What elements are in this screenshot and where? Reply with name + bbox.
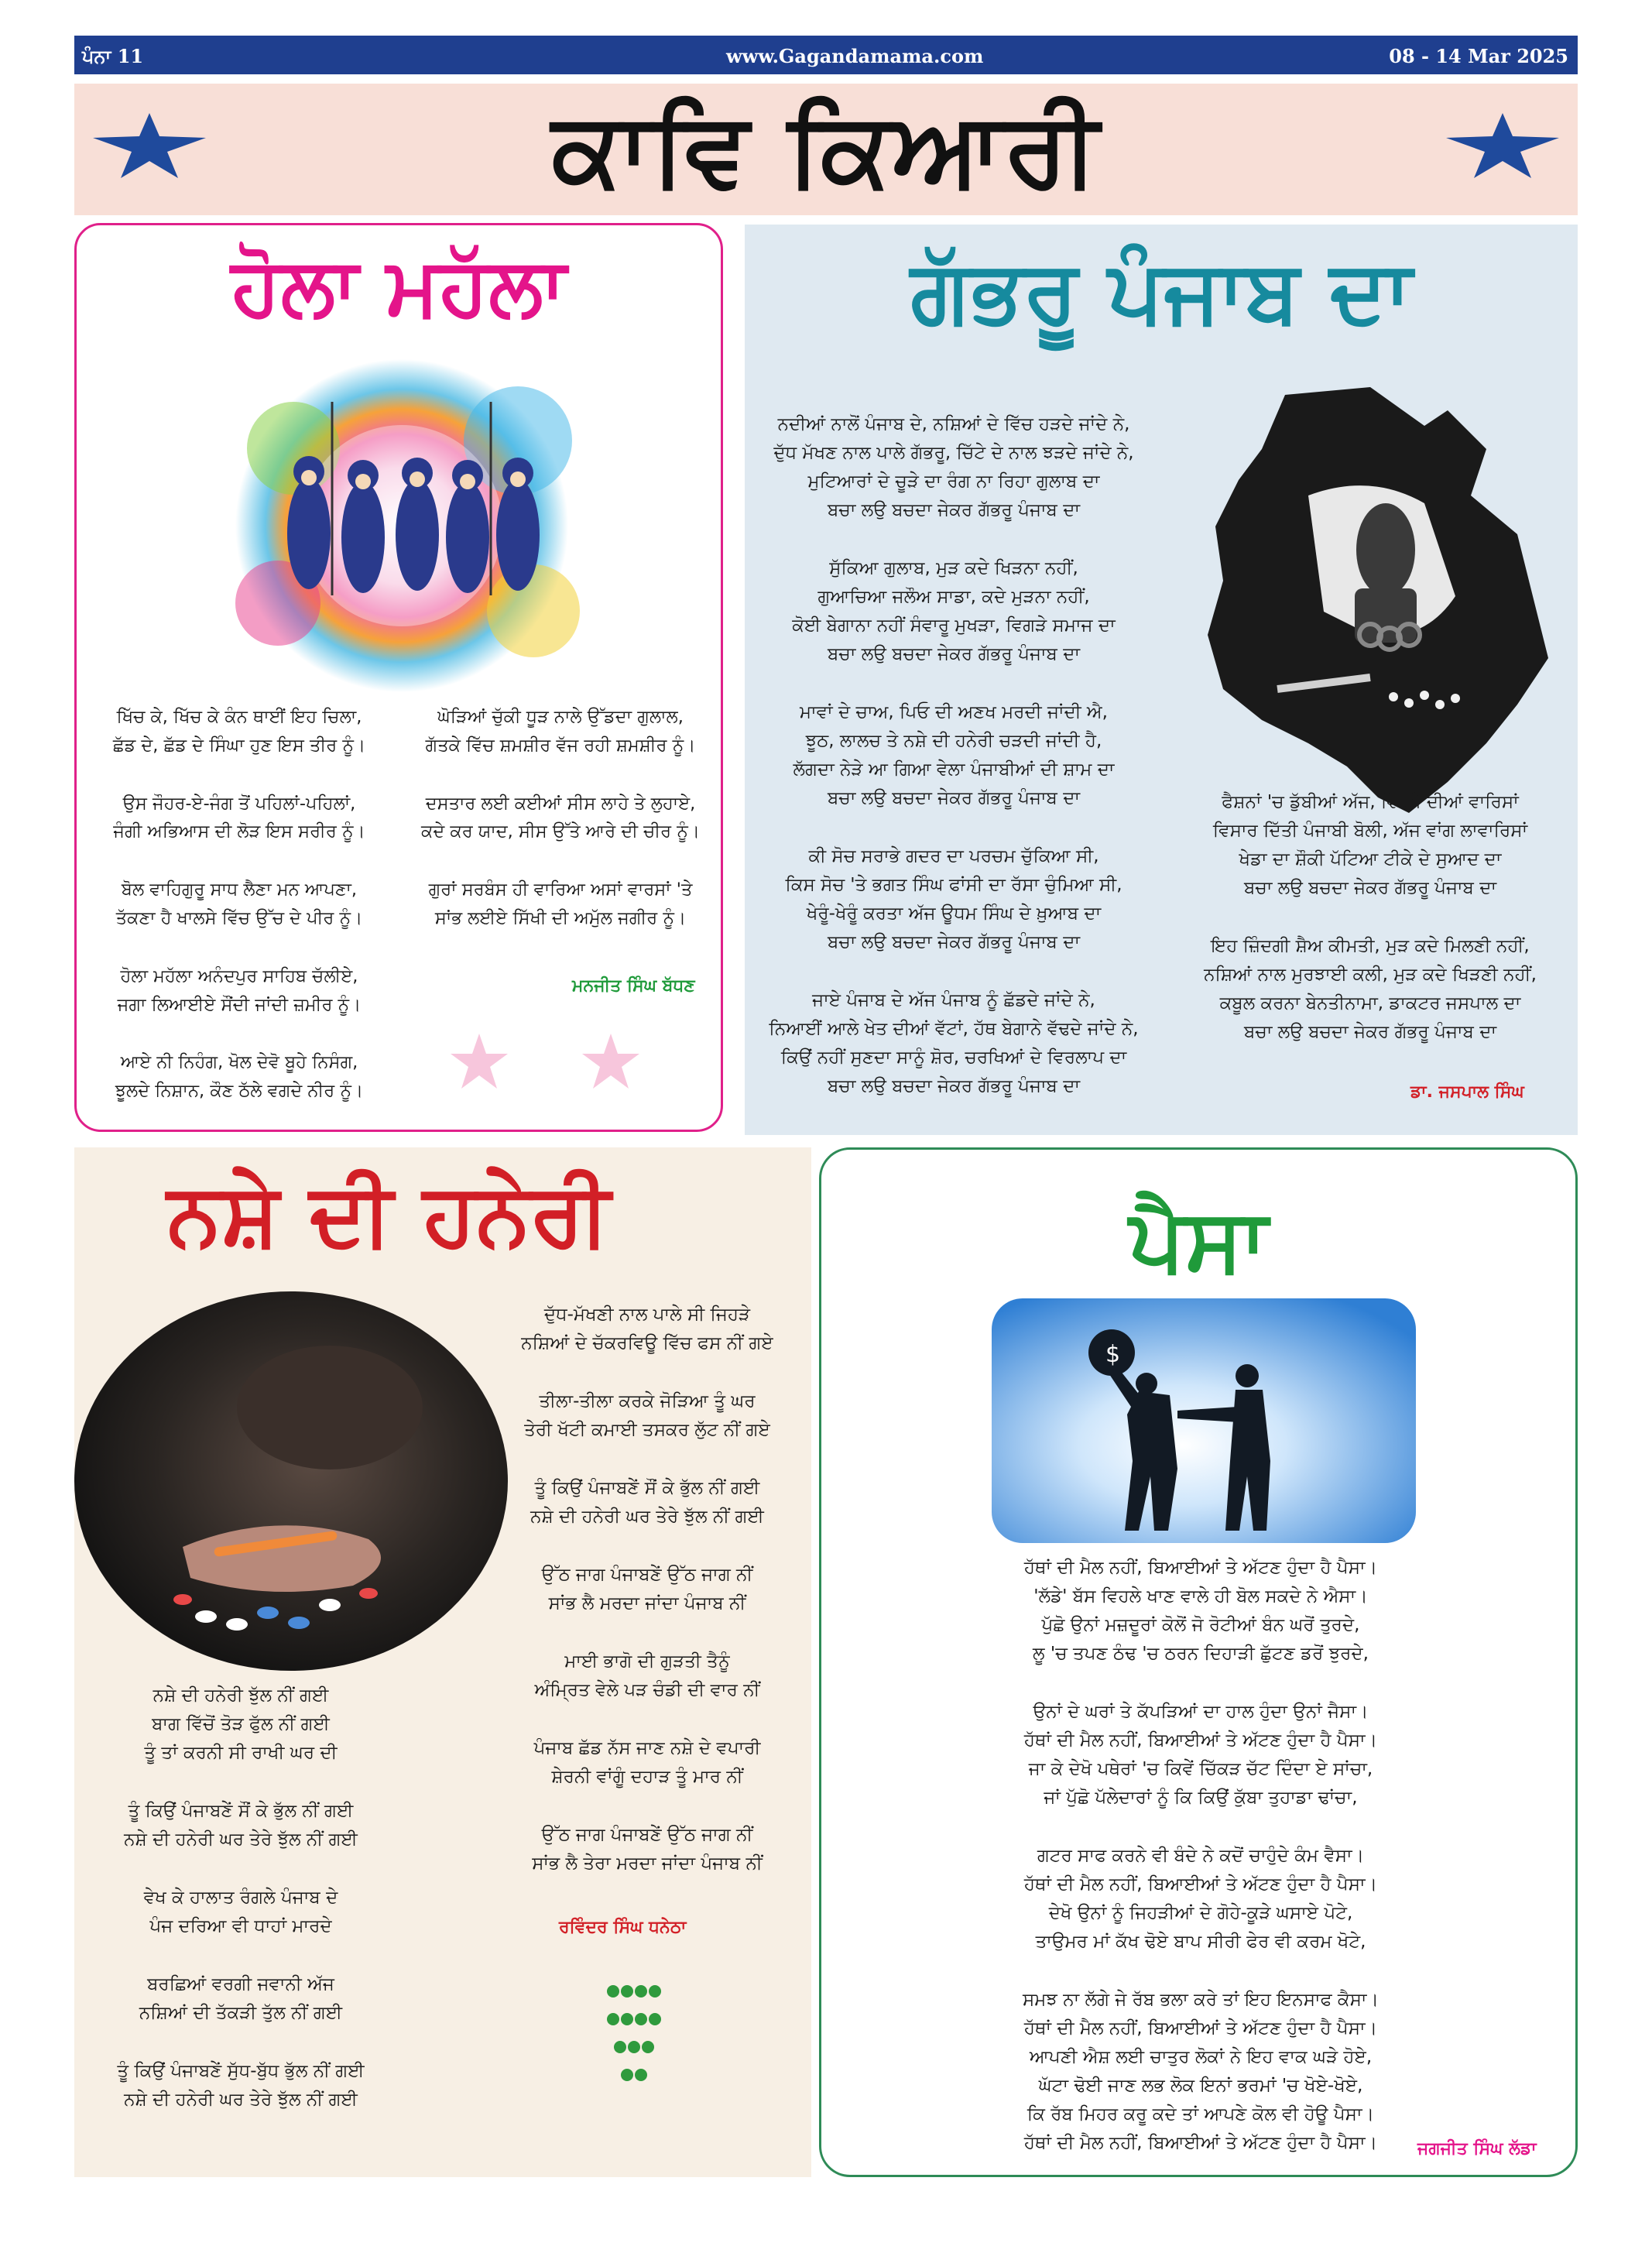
poem-line: ਨਸ਼ੇ ਦੀ ਹਨੇਰੀ ਘਰ ਤੇਰੇ ਝੁੱਲ ਨੀਂ ਗਈ (530, 1507, 764, 1527)
issue-date: 08 - 14 Mar 2025 (1389, 45, 1568, 67)
poem-right-column (1169, 788, 1571, 1076)
poem-line: ਆਏ ਨੀ ਨਿਹੰਗ, ਖੋਲ ਦੇਵੋ ਬੂਹੇ ਨਿਸੰਗ, (120, 1052, 358, 1073)
svg-text:$: $ (1105, 1341, 1121, 1368)
poem-line: ਕੋਈ ਬੇਗਾਨਾ ਨਹੀਂ ਸੰਵਾਰੂ ਮੁਖੜਾ, ਵਿਗੜੇ ਸਮਾਜ ਦਾ (792, 616, 1116, 636)
poem-line: ਸਾਂਭ ਲੈ ਤੇਰਾ ਮਰਦਾ ਜਾਂਦਾ ਪੰਜਾਬ ਨੀਂ (532, 1853, 763, 1874)
stanza (74, 2057, 407, 2114)
poem-line: ਤੱਕਣਾ ਹੈ ਖਾਲਸੇ ਵਿੱਚ ਉੱਚ ਦੇ ਪੀਰ ਨੂੰ। (115, 907, 363, 928)
poem-line: ਨਸ਼ੇ ਦੀ ਹਨੇਰੀ ਘਰ ਤੇਰੇ ਝੁੱਲ ਨੀਂ ਗਈ (124, 2090, 358, 2110)
leaf-icon (635, 1985, 647, 1998)
poem-line: ਮਾਵਾਂ ਦੇ ਚਾਅ, ਪਿਓ ਦੀ ਅਣਖ ਮਰਦੀ ਜਾਂਦੀ ਐ, (800, 702, 1108, 722)
leaf-icon (607, 2013, 619, 2025)
poem-line: ਜਾਂ ਪੁੱਛੋ ਪੱਲੇਦਾਰਾਂ ਨੂੰ ਕਿ ਕਿਉਂ ਕੁੱਬਾ ਤੁਹਾਡਾ ਢਾਂਚਾ, (1044, 1788, 1358, 1808)
overdose-hand-illustration (74, 1291, 508, 1671)
poem-left-column (77, 703, 402, 1135)
stanza (74, 1970, 407, 2028)
poem-line: ਬਚਾ ਲਉ ਬਚਦਾ ਜੇਕਰ ਗੱਭਰੂ ਪੰਜਾਬ ਦਾ (827, 932, 1081, 952)
stanza (837, 1554, 1565, 1668)
stanza (837, 1698, 1565, 1812)
money-struggle-illustration (992, 1298, 1416, 1543)
page-title: ਕਾਵਿ ਕਿਆਰੀ (551, 90, 1101, 209)
poem-panel-gabhru-punjab-da (745, 225, 1578, 1135)
poem-line: ਪੁੱਛੋ ਉਨਾਂ ਮਜ਼ਦੂਰਾਂ ਕੋਲੋਂ ਜੋ ਰੋਟੀਆਂ ਬੰਨ ਘਰੋਂ ਤੁਰਦੇ, (1041, 1615, 1360, 1635)
leaf-icon (607, 1985, 619, 1998)
poem-line: ਇਹ ਜ਼ਿੰਦਗੀ ਸ਼ੈਅ ਕੀਮਤੀ, ਮੁੜ ਕਦੇ ਮਿਲਣੀ ਨਹੀਂ, (1211, 936, 1530, 956)
stanza (837, 1842, 1565, 1956)
poem-line: ਉਨਾਂ ਦੇ ਘਰਾਂ ਤੇ ਕੱਪੜਿਆਂ ਦਾ ਹਾਲ ਹੁੰਦਾ ਉਨਾਂ ਜੈਸਾ। (1033, 1702, 1369, 1722)
poem-left-column (74, 1682, 407, 2144)
poem-line: ਬਚਾ ਲਉ ਬਚਦਾ ਜੇਕਰ ਗੱਭਰੂ ਪੰਜਾਬ ਦਾ (827, 500, 1081, 520)
star-icon (580, 1030, 642, 1092)
stanza (77, 876, 402, 933)
stanza (402, 790, 719, 847)
poem-line: ਬਚਾ ਲਉ ਬਚਦਾ ਜੇਕਰ ਗੱਭਰੂ ਪੰਜਾਬ ਦਾ (1243, 878, 1497, 898)
stanza (1169, 788, 1571, 903)
poem-line: ਸ਼ੇਰਨੀ ਵਾਂਗੂੰ ਦਹਾੜ ਤੂੰ ਮਾਰ ਨੀਂ (551, 1767, 743, 1787)
stanza (837, 1986, 1565, 2158)
poem-line: ਪੰਜਾਬ ਛੱਡ ਨੱਸ ਜਾਣ ਨਸ਼ੇ ਦੇ ਵਪਾਰੀ (533, 1738, 761, 1758)
poem-line: ਬਚਾ ਲਉ ਬਚਦਾ ਜੇਕਰ ਗੱਭਰੂ ਪੰਜਾਬ ਦਾ (827, 644, 1081, 664)
poem-line: ਨਸ਼ਿਆਂ ਦੀ ਤੱਕੜੀ ਤੁੱਲ ਨੀਂ ਗਈ (139, 2003, 343, 2023)
star-icon (448, 1030, 510, 1092)
poem-line: ਲੂ 'ਚ ਤਪਣ ਠੰਢ 'ਚ ਠਰਨ ਦਿਹਾੜੀ ਛੁੱਟਣ ਡਰੋਂ ਝੁਰਦੇ, (1033, 1644, 1369, 1664)
poem-line: ਲੱਗਦਾ ਨੇੜੇ ਆ ਗਿਆ ਵੇਲਾ ਪੰਜਾਬੀਆਂ ਦੀ ਸ਼ਾਮ ਦਾ (793, 760, 1115, 780)
poem-author: ਰਵਿੰਦਰ ਸਿੰਘ ਧਨੇਠਾ (559, 1918, 687, 1937)
poem-line: ਤੂੰ ਕਿਉਂ ਪੰਜਾਬਣੇਂ ਸੌਂ ਕੇ ਭੁੱਲ ਨੀਂ ਗਈ (534, 1478, 760, 1498)
stanza (745, 554, 1163, 669)
poem-line: ਨਿਆਈਂ ਆਲੇ ਖੇਤ ਦੀਆਂ ਵੱਟਾਂ, ਹੱਥ ਬੇਗਾਨੇ ਵੱਢਦੇ ਜਾਂਦੇ ਨੇ, (769, 1019, 1139, 1039)
poem-line: ਦੇਖੋ ਉਨਾਂ ਨੂੰ ਜਿਹੜੀਆਂ ਦੇ ਗੋਹੇ-ਕੂੜੇ ਘਸਾਏ ਪੋਟੇ, (1048, 1903, 1353, 1923)
poem-line: ਨਦੀਆਂ ਨਾਲੋਂ ਪੰਜਾਬ ਦੇ, ਨਸ਼ਿਆਂ ਦੇ ਵਿੱਚ ਹੜਦੇ ਜਾਂਦੇ ਨੇ, (777, 414, 1130, 434)
poem-line: ਨਸ਼ਿਆਂ ਨਾਲ ਮੁਰਝਾਈ ਕਲੀ, ਮੁੜ ਕਦੇ ਖਿੜਣੀ ਨਹੀਂ, (1204, 965, 1537, 985)
poem-title: ਨਸ਼ੇ ਦੀ ਹਨੇਰੀ (167, 1164, 611, 1265)
stanza (74, 1884, 407, 1941)
leaf-icon (614, 2041, 626, 2053)
nihang-singhs-illustration (185, 355, 619, 696)
poem-line: ਮੁਟਿਆਰਾਂ ਦੇ ਚੂੜੇ ਦਾ ਰੰਗ ਨਾ ਰਿਹਾ ਗੁਲਾਬ ਦਾ (807, 472, 1100, 492)
poem-line: ਨਸ਼ੇ ਦੀ ਹਨੇਰੀ ਝੁੱਲ ਨੀਂ ਗਈ (153, 1685, 329, 1706)
poem-line: ਜਗਾ ਲਿਆਈਏ ਸੌਂਦੀ ਜਾਂਦੀ ਜ਼ਮੀਰ ਨੂੰ। (117, 994, 362, 1015)
poem-line: ਬਾਗ ਵਿੱਚੋਂ ਤੋੜ ਫੁੱਲ ਨੀਂ ਗਈ (152, 1714, 330, 1734)
poem-line: ਕਿਸ ਸੋਚ 'ਤੇ ਭਗਤ ਸਿੰਘ ਫਾਂਸੀ ਦਾ ਰੱਸਾ ਚੁੰਮਿਆ ਸੀ, (785, 875, 1122, 895)
stanza (74, 1682, 407, 1768)
poem-line: ਗੱਤਕੇ ਵਿੱਚ ਸ਼ਮਸ਼ੀਰ ਵੱਜ ਰਹੀ ਸ਼ਮਸ਼ੀਰ ਨੂੰ। (425, 735, 696, 756)
stanza (485, 1561, 810, 1618)
poem-line: ਘੋੜਿਆਂ ਚੁੱਕੀ ਧੂੜ ਨਾਲੇ ਉੱਡਦਾ ਗੁਲਾਲ, (437, 707, 684, 727)
poem-body (837, 1554, 1565, 2187)
poem-line: ਬਚਾ ਲਉ ਬਚਦਾ ਜੇਕਰ ਗੱਭਰੂ ਪੰਜਾਬ ਦਾ (1243, 1022, 1497, 1042)
poem-right-column (485, 1301, 810, 1908)
leaf-icon (628, 2041, 640, 2053)
stanza (745, 698, 1163, 813)
leaf-icon (649, 2013, 661, 2025)
poem-line: ਤੂੰ ਕਿਉਂ ਪੰਜਾਬਣੇਂ ਸੁੱਧ-ਬੁੱਧ ਭੁੱਲ ਨੀਂ ਗਈ (117, 2061, 365, 2081)
page-number: ਪੰਨਾ 11 (82, 45, 144, 67)
poem-line: ਮਾਈ ਭਾਗੋ ਦੀ ਗੁੜਤੀ ਤੈਨੂੰ (564, 1651, 730, 1672)
poem-line: ਕਦੇ ਕਰ ਯਾਦ, ਸੀਸ ਉੱਤੇ ਆਰੇ ਦੀ ਚੀਰ ਨੂੰ। (420, 821, 701, 842)
poem-line: ਖਿੱਚ ਕੇ, ਖਿੱਚ ਕੇ ਕੰਨ ਥਾਈਂ ਇਹ ਚਿਲਾ, (116, 707, 362, 727)
poem-line: ਕਬੂਲ ਕਰਨਾ ਬੇਨਤੀਨਾਮਾ, ਡਾਕਟਰ ਜਸਪਾਲ ਦਾ (1219, 993, 1521, 1013)
stanza (745, 410, 1163, 525)
website-link[interactable]: www.Gagandamama.com (726, 45, 984, 67)
leaf-icon (649, 1985, 661, 1998)
poem-line: 'ਲੱਡੇ' ਬੱਸ ਵਿਹਲੇ ਖਾਣ ਵਾਲੇ ਹੀ ਬੋਲ ਸਕਦੇ ਨੇ ਐਸਾ। (1033, 1586, 1368, 1607)
poem-title: ਗੱਭਰੂ ਪੰਜਾਬ ਦਾ (910, 242, 1412, 342)
poem-line: ਦੁੱਧ ਮੱਖਣ ਨਾਲ ਪਾਲੇ ਗੱਭਰੂ, ਚਿੱਟੇ ਦੇ ਨਾਲ ਝੜਦੇ ਜਾਂਦੇ ਨੇ, (773, 443, 1134, 463)
poem-line: ਤੂੰ ਤਾਂ ਕਰਨੀ ਸੀ ਰਾਖੀ ਘਰ ਦੀ (144, 1743, 338, 1763)
stanza (745, 986, 1163, 1101)
poem-line: ਜਾਏ ਪੰਜਾਬ ਦੇ ਅੱਜ ਪੰਜਾਬ ਨੂੰ ਛੱਡਦੇ ਜਾਂਦੇ ਨੇ, (812, 990, 1095, 1010)
poem-line: ਬਰਛਿਆਂ ਵਰਗੀ ਜਵਾਨੀ ਅੱਜ (147, 1974, 334, 1994)
poem-title: ਹੋਲਾ ਮਹੱਲਾ (231, 239, 567, 334)
poem-line: ਗੁਰਾਂ ਸਰਬੰਸ ਹੀ ਵਾਰਿਆ ਅਸਾਂ ਵਾਰਸਾਂ 'ਤੇ (428, 880, 693, 900)
poem-author: ਡਾ. ਜਸਪਾਲ ਸਿੰਘ (1410, 1082, 1524, 1102)
poem-panel-nashe-di-haneri (74, 1147, 811, 2177)
poem-line: ਉੱਠ ਜਾਗ ਪੰਜਾਬਣੇਂ ਉੱਠ ਜਾਗ ਨੀਂ (541, 1565, 753, 1585)
poem-line: ਹੱਥਾਂ ਦੀ ਮੈਲ ਨਹੀਂ, ਬਿਆਈਆਂ ਤੇ ਅੱਟਣ ਹੁੰਦਾ ਹੈ ਪੈਸਾ। (1023, 1558, 1378, 1578)
poem-line: ਜੰਗੀ ਅਭਿਆਸ ਦੀ ਲੋੜ ਇਸ ਸਰੀਰ ਨੂੰ। (113, 821, 365, 842)
poem-line: ਵਿਸਾਰ ਦਿੱਤੀ ਪੰਜਾਬੀ ਬੋਲੀ, ਅੱਜ ਵਾਂਗ ਲਾਵਾਰਿਸਾਂ (1212, 821, 1528, 841)
poem-line: ਤੀਲਾ-ਤੀਲਾ ਕਰਕੇ ਜੋੜਿਆ ਤੂੰ ਘਰ (539, 1391, 756, 1411)
poem-line: ਬਚਾ ਲਉ ਬਚਦਾ ਜੇਕਰ ਗੱਭਰੂ ਪੰਜਾਬ ਦਾ (827, 1076, 1081, 1096)
stanza (485, 1301, 810, 1358)
poem-line: ਤੇਰੀ ਖੱਟੀ ਕਮਾਈ ਤਸਕਰ ਲੁੱਟ ਨੀਂ ਗਏ (524, 1420, 770, 1440)
poem-line: ਝੂਲਦੇ ਨਿਸ਼ਾਨ, ਕੌਣ ਠੱਲੇ ਵਗਦੇ ਨੀਰ ਨੂੰ। (115, 1081, 364, 1102)
poem-line: ਤਾਉਮਰ ਮਾਂ ਕੱਖ ਢੋਏ ਬਾਪ ਸੀਰੀ ਫੇਰ ਵੀ ਕਰਮ ਖੋਟੇ, (1035, 1932, 1366, 1952)
poem-panel-hola-mohalla (74, 223, 723, 1132)
poem-line: ਹੱਥਾਂ ਦੀ ਮੈਲ ਨਹੀਂ, ਬਿਆਈਆਂ ਤੇ ਅੱਟਣ ਹੁੰਦਾ ਹੈ ਪੈਸਾ। (1023, 1874, 1378, 1895)
poem-line: ਦੁੱਧ-ਮੱਖਣੀ ਨਾਲ ਪਾਲੇ ਸੀ ਜਿਹੜੇ (543, 1305, 751, 1325)
poem-line: ਹੱਥਾਂ ਦੀ ਮੈਲ ਨਹੀਂ, ਬਿਆਈਆਂ ਤੇ ਅੱਟਣ ਹੁੰਦਾ ਹੈ ਪੈਸਾ। (1023, 1730, 1378, 1751)
poem-line: ਸਾਂਭ ਲੈ ਮਰਦਾ ਜਾਂਦਾ ਪੰਜਾਬ ਨੀਂ (548, 1593, 746, 1613)
leaf-icon (635, 2013, 647, 2025)
poem-title: ਪੈਸਾ (1129, 1190, 1268, 1291)
poem-line: ਖੇਡਾ ਦਾ ਸ਼ੌਕੀ ਪੱਟਿਆ ਟੀਕੇ ਦੇ ਸੁਆਦ ਦਾ (1239, 849, 1502, 869)
poem-line: ਸਾਂਭ ਲਈਏ ਸਿੱਖੀ ਦੀ ਅਮੁੱਲ ਜਗੀਰ ਨੂੰ। (434, 907, 687, 928)
poem-line: ਆਪਣੀ ਐਸ਼ ਲਈ ਚਾਤੁਰ ਲੋਕਾਂ ਨੇ ਇਹ ਵਾਕ ਘੜੇ ਹੋਏ, (1029, 2047, 1373, 2067)
poem-left-column (745, 410, 1163, 1130)
poem-line: ਫੈਸ਼ਨਾਂ 'ਚ ਡੁੱਬੀਆਂ ਅੱਜ, ਵਿਰਸੇ ਦੀਆਂ ਵਾਰਿਸਾਂ (1222, 792, 1519, 812)
poem-line: ਗਟਰ ਸਾਫ ਕਰਨੇ ਵੀ ਬੰਦੇ ਨੇ ਕਦੋਂ ਚਾਹੁੰਦੇ ਕੰਮ ਵੈਸਾ। (1037, 1846, 1365, 1866)
poem-panel-paisa (819, 1147, 1578, 2177)
stanza (77, 1048, 402, 1106)
poem-right-column (402, 703, 719, 962)
poem-line: ਨਸ਼ਿਆਂ ਦੇ ਚੱਕਰਵਿਊ ਵਿੱਚ ਫਸ ਨੀਂ ਗਏ (521, 1333, 773, 1353)
poem-line: ਝੂਠ, ਲਾਲਚ ਤੇ ਨਸ਼ੇ ਦੀ ਹਨੇਰੀ ਚੜਦੀ ਜਾਂਦੀ ਹੈ, (805, 731, 1102, 751)
stanza (402, 703, 719, 760)
poem-line: ਦਸਤਾਰ ਲਈ ਕਈਆਂ ਸੀਸ ਲਾਹੇ ਤੇ ਲੁਹਾਏ, (425, 793, 696, 814)
poem-line: ਛੱਡ ਦੇ, ਛੱਡ ਦੇ ਸਿੰਘਾ ਹੁਣ ਇਸ ਤੀਰ ਨੂੰ। (112, 735, 366, 756)
poem-line: ਹੋਲਾ ਮਹੱਲਾ ਅਨੰਦਪੁਰ ਸਾਹਿਬ ਚੱਲੀਏ, (120, 965, 358, 986)
top-bar (74, 36, 1578, 74)
leaf-icon (642, 2041, 654, 2053)
poem-line: ਘੱਟਾ ਢੋਈ ਜਾਣ ਲਭ ਲੋਕ ਇਨਾਂ ਭਰਮਾਂ 'ਚ ਖੋਏ-ਖੋਏ, (1038, 2076, 1363, 2096)
stanza (77, 790, 402, 847)
poem-author: ਮਨਜੀਤ ਸਿੰਘ ਬੱਧਣ (572, 976, 695, 996)
stanza (485, 1474, 810, 1531)
poem-line: ਪੰਜ ਦਰਿਆ ਵੀ ਧਾਹਾਂ ਮਾਰਦੇ (149, 1916, 332, 1936)
stanza (77, 703, 402, 760)
poem-line: ਉੱਠ ਜਾਗ ਪੰਜਾਬਣੇਂ ਉੱਠ ਜਾਗ ਨੀਂ (541, 1825, 753, 1845)
poem-author: ਜਗਜੀਤ ਸਿੰਘ ਲੱਡਾ (1417, 2139, 1537, 2159)
poem-line: ਅੰਮ੍ਰਿਤ ਵੇਲੇ ਪੜ ਚੰਡੀ ਦੀ ਵਾਰ ਨੀਂ (534, 1680, 760, 1700)
stanza (74, 1797, 407, 1854)
poem-line: ਸਮਝ ਨਾ ਲੱਗੇ ਜੇ ਰੱਬ ਭਲਾ ਕਰੇ ਤਾਂ ਇਹ ਇਨਸਾਫ ਕੈਸਾ। (1022, 1990, 1380, 2010)
poem-line: ਕਿ ਰੱਬ ਮਿਹਰ ਕਰੂ ਕਦੇ ਤਾਂ ਆਪਣੇ ਕੋਲ ਵੀ ਹੋਊ ਪੈਸਾ। (1027, 2104, 1375, 2124)
poem-line: ਹੱਥਾਂ ਦੀ ਮੈਲ ਨਹੀਂ, ਬਿਆਈਆਂ ਤੇ ਅੱਟਣ ਹੁੰਦਾ ਹੈ ਪੈਸਾ। (1023, 2133, 1378, 2153)
leaf-icon (635, 2069, 647, 2081)
poem-line: ਬੋਲ ਵਾਹਿਗੁਰੂ ਸਾਧ ਲੈਣਾ ਮਨ ਆਪਣਾ, (121, 880, 358, 900)
poem-line: ਕੀ ਸੋਚ ਸਰਾਭੇ ਗਦਰ ਦਾ ਪਰਚਮ ਚੁੱਕਿਆ ਸੀ, (808, 846, 1099, 866)
poem-line: ਨਸ਼ੇ ਦੀ ਹਨੇਰੀ ਘਰ ਤੇਰੇ ਝੁੱਲ ਨੀਂ ਗਈ (124, 1829, 358, 1850)
leaf-icon (621, 2013, 633, 2025)
stanza (745, 842, 1163, 957)
poem-line: ਹੱਥਾਂ ਦੀ ਮੈਲ ਨਹੀਂ, ਬਿਆਈਆਂ ਤੇ ਅੱਟਣ ਹੁੰਦਾ ਹੈ ਪੈਸਾ। (1023, 2018, 1378, 2039)
star-icon-right (1445, 110, 1561, 181)
leaf-icon (621, 2069, 633, 2081)
leaf-icon (621, 1985, 633, 1998)
poem-line: ਉਸ ਜੌਹਰ-ਏ-ਜੰਗ ਤੋਂ ਪਹਿਲਾਂ-ਪਹਿਲਾਂ, (122, 793, 356, 814)
poem-line: ਤੂੰ ਕਿਉਂ ਪੰਜਾਬਣੇਂ ਸੌਂ ਕੇ ਭੁੱਲ ਨੀਂ ਗਈ (128, 1801, 354, 1821)
poem-line: ਖੇਰੂੰ-ਖੇਰੂੰ ਕਰਤਾ ਅੱਜ ਊਧਮ ਸਿੰਘ ਦੇ ਖ਼ੁਆਬ ਦਾ (806, 904, 1102, 924)
stanza (485, 1387, 810, 1445)
stanza (77, 962, 402, 1020)
stanza (402, 876, 719, 933)
poem-line: ਵੇਖ ਕੇ ਹਾਲਾਤ ਰੰਗਲੇ ਪੰਜਾਬ ਦੇ (143, 1888, 338, 1908)
punjab-map-drugs-illustration (1192, 379, 1556, 828)
poem-line: ਗੁਆਚਿਆ ਜਲੌਅ ਸਾਡਾ, ਕਦੇ ਮੁੜਨਾ ਨਹੀਂ, (817, 587, 1090, 607)
poem-line: ਬਚਾ ਲਉ ਬਚਦਾ ਜੇਕਰ ਗੱਭਰੂ ਪੰਜਾਬ ਦਾ (827, 788, 1081, 808)
stanza (485, 1734, 810, 1792)
stanza (485, 1821, 810, 1878)
poem-line: ਜਾ ਕੇ ਦੇਖੋ ਪਥੇਰਾਂ 'ਚ ਕਿਵੇਂ ਚਿੱਕੜ ਚੱਟ ਦਿੰਦਾ ਏ ਸਾਂਚਾ, (1028, 1759, 1373, 1779)
poem-line: ਸੁੱਕਿਆ ਗੁਲਾਬ, ਮੁੜ ਕਦੇ ਖਿੜਨਾ ਨਹੀਂ, (829, 558, 1078, 578)
masthead (74, 84, 1578, 215)
stanza (1169, 932, 1571, 1047)
poem-line: ਕਿਉਂ ਨਹੀਂ ਸੁਣਦਾ ਸਾਨੂੰ ਸ਼ੋਰ, ਚਰਖਿਆਂ ਦੇ ਵਿਰਲਾਪ ਦਾ (780, 1048, 1127, 1068)
stanza (485, 1648, 810, 1705)
